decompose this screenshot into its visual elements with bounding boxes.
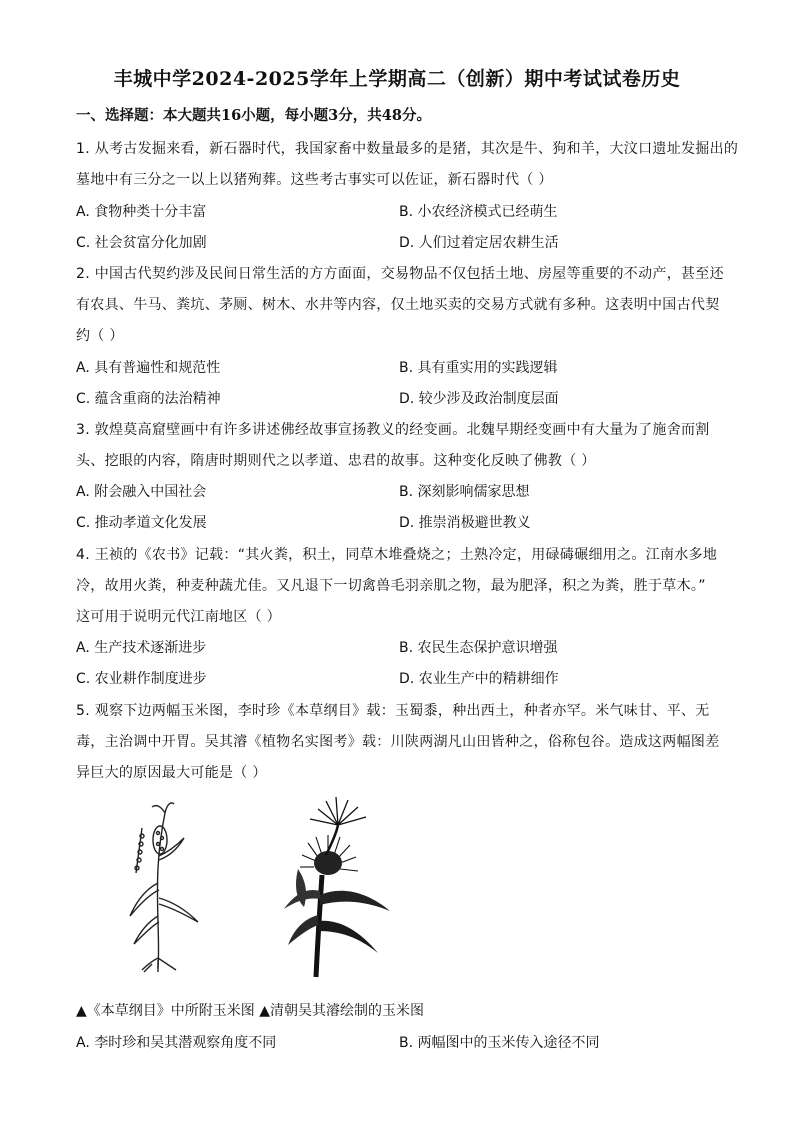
question-4-option-c: C. 农业耕作制度进步 <box>76 671 207 687</box>
question-4-line-2: 冷，故用火粪，种麦种蔬尤佳。又凡退下一切禽兽毛羽亲肌之物，最为肥泽，积之为粪，胜于草木。” <box>76 578 706 594</box>
question-3-option-a: A. 附会融入中国社会 <box>76 484 207 500</box>
figure-caption: ▲《本草纲目》中所附玉米图 ▲清朝吴其濬绘制的玉米图 <box>76 1003 424 1019</box>
question-3-line-1: 3. 敦煌莫高窟壁画中有许多讲述佛经故事宣扬教义的经变画。北魏早期经变画中有大量为了施舍而割 <box>76 422 710 438</box>
question-2-line-3: 约（ ） <box>76 328 124 344</box>
question-4-line-1: 4. 王祯的《农书》记载：“其火粪，积土，同草木堆叠烧之；土熟冷定，用碌碡碾细用之。江南水多地 <box>76 547 718 563</box>
question-5-line-3: 异巨大的原因最大可能是（ ） <box>76 765 267 781</box>
question-4-option-d: D. 农业生产中的精耕细作 <box>399 671 559 687</box>
question-2-line-1: 2. 中国古代契约涉及民间日常生活的方方面面，交易物品不仅包括土地、房屋等重要的不动产，甚至还 <box>76 266 724 282</box>
question-5-option-a: A. 李时珍和吴其潜观察角度不同 <box>76 1035 277 1051</box>
question-3-option-d: D. 推崇消极避世教义 <box>399 515 531 531</box>
bencao-corn-illustration <box>118 798 218 973</box>
question-1-option-c: C. 社会贫富分化加剧 <box>76 235 207 251</box>
question-2-option-b: B. 具有重实用的实践逻辑 <box>399 360 558 376</box>
question-1-option-a: A. 食物种类十分丰富 <box>76 204 207 220</box>
question-1-option-d: D. 人们过着定居农耕生活 <box>399 235 559 251</box>
question-1-line-2: 墓地中有三分之一以上以猪殉葬。这些考古事实可以佐证，新石器时代（ ） <box>76 172 553 188</box>
question-3-line-2: 头、挖眼的内容，隋唐时期则代之以孝道、忠君的故事。这种变化反映了佛教（ ） <box>76 453 596 469</box>
question-4-line-3: 这可用于说明元代江南地区（ ） <box>76 609 281 625</box>
question-2-option-c: C. 蕴含重商的法治精神 <box>76 391 221 407</box>
question-1-option-b: B. 小农经济模式已经萌生 <box>399 204 558 220</box>
question-3-option-b: B. 深刻影响儒家思想 <box>399 484 530 500</box>
question-4-option-b: B. 农民生态保护意识增强 <box>399 640 558 656</box>
page-title: 丰城中学2024-2025学年上学期高二（创新）期中考试试卷历史 <box>113 68 681 90</box>
question-1-line-1: 1. 从考古发掘来看，新石器时代，我国家畜中数量最多的是猪，其次是牛、狗和羊，大汶口遗址发掘出的 <box>76 141 739 157</box>
section-heading: 一、选择题：本大题共16小题，每小题3分，共48分。 <box>76 107 431 124</box>
question-3-option-c: C. 推动孝道文化发展 <box>76 515 207 531</box>
question-5-line-2: 毒，主治调中开胃。吴其濬《植物名实图考》载：川陕两湖凡山田皆种之，俗称包谷。造成这两幅图差 <box>76 734 720 750</box>
question-2-option-a: A. 具有普遍性和规范性 <box>76 360 221 376</box>
question-2-line-2: 有农具、牛马、粪坑、茅厕、树木、水井等内容，仅土地买卖的交易方式就有多种。这表明中国古代契 <box>76 297 720 313</box>
question-5-option-b: B. 两幅图中的玉米传入途径不同 <box>399 1035 600 1051</box>
question-4-option-a: A. 生产技术逐渐进步 <box>76 640 207 656</box>
question-2-option-d: D. 较少涉及政治制度层面 <box>399 391 559 407</box>
question-5-line-1: 5. 观察下边两幅玉米图，李时珍《本草纲目》载：玉蜀黍，种出西土，种者亦罕。米气味甘、平、无 <box>76 703 710 719</box>
wuqijun-corn-illustration <box>278 795 398 980</box>
